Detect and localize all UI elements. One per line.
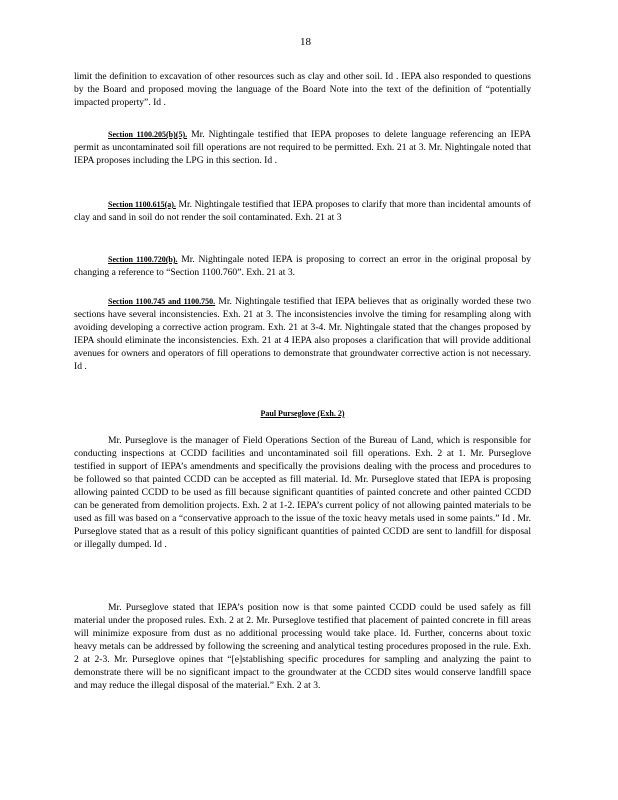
paragraph-text: Mr. Nightingale testified that IEPA proposes to delete language referencing an IEPA permit as uncontaminated soil fill operations are not required to be permitted. Exh. 21 at 3. Mr. Nightingale noted that IEPA proposes including the LPG in this section. Id . bbox=[74, 129, 531, 166]
paragraph-text: Mr. Nightingale noted IEPA is proposing to correct an error in the original proposal by changing a reference to “Section 1100.760”. Exh. 21 at 3. bbox=[74, 254, 531, 278]
paragraph bbox=[74, 198, 531, 224]
paragraph-text: Mr. Purseglove is the manager of Field Operations Section of the Bureau of Land, which is responsible for conducting inspections at CCDD facilities and uncontaminated soil fill operations. Exh. 2 at 1. Mr. Purseglove testified in support of IEPA’s amendments and specifically the provisions dealing with the process and procedures to be followed so that painted CCDD can be accepted as fill material. Id. Mr. Purseglove stated that IEPA is proposing allowing painted CCDD to be used as fill because significant quantities of painted concrete and other painted CCDD can be generated from demolition projects. Exh. 2 at 1-2. IEPA’s current policy of not allowing painted materials to be used as fill was based on a “conservative approach to the issue of the toxic heavy metals used in some paints.” Id . Mr. Purseglove stated that as a result of this policy significant quantities of painted CCDD are sent to landfill for disposal or illegally dumped. Id . bbox=[74, 435, 531, 550]
paragraph-text: Mr. Nightingale testified that IEPA believes that as originally worded these two sections have several inconsistencies. Exh. 21 at 3. The inconsistencies involve the timing for resampling along with avoiding developing a corrective action program. Exh. 21 at 3-4. Mr. Nightingale stated that the changes proposed by IEPA should eliminate the inconsistencies. Exh. 21 at 4 IEPA also proposes a clarification that will provide additional avenues for owners and operators of fill operations to demonstrate that groundwater corrective action is not necessary. Id . bbox=[74, 296, 531, 372]
witness-heading: Paul Purseglove (Exh. 2) bbox=[260, 409, 345, 418]
paragraph bbox=[74, 601, 531, 692]
page-number: 18 bbox=[300, 36, 311, 48]
paragraph bbox=[74, 295, 531, 373]
section-heading: Section 1100.615(a). bbox=[108, 200, 176, 209]
section-heading: Section 1100.205(b)(5). bbox=[108, 130, 188, 139]
paragraph bbox=[74, 128, 531, 167]
paragraph-text: Mr. Purseglove stated that IEPA’s position now is that some painted CCDD could be used safely as fill material under the proposed rules. Exh. 2 at 2. Mr. Purseglove testified that placement of painted concrete in fill areas will minimize exposure from dust as no additional processing would take place. Id. Further, concerns about toxic heavy metals can be addressed by following the screening and analytical testing procedures proposed in the rule. Exh. 2 at 2-3. Mr. Purseglove opines that “[e]stablishing specific procedures for sampling and analyzing the paint to demonstrate there will be no significant impact to the groundwater at the CCDD sites would conserve landfill space and may reduce the illegal disposal of the material.” Exh. 2 at 3. bbox=[74, 602, 531, 691]
section-heading: Section 1100.745 and 1100.750. bbox=[108, 297, 216, 306]
paragraph bbox=[74, 70, 531, 109]
paragraph bbox=[74, 434, 531, 551]
paragraph bbox=[74, 253, 531, 279]
paragraph-text: limit the definition to excavation of other resources such as clay and other soil. Id . IEPA also responded to questions by the Board and proposed moving the language of the Board Note into the text of the definition of “potentially impacted property”. Id . bbox=[74, 71, 531, 108]
section-heading: Section 1100.720(b). bbox=[108, 255, 178, 264]
paragraph-text: Mr. Nightingale testified that IEPA proposes to clarify that more than incidental amounts of clay and sand in soil do not render the soil contaminated. Exh. 21 at 3 bbox=[74, 199, 531, 223]
